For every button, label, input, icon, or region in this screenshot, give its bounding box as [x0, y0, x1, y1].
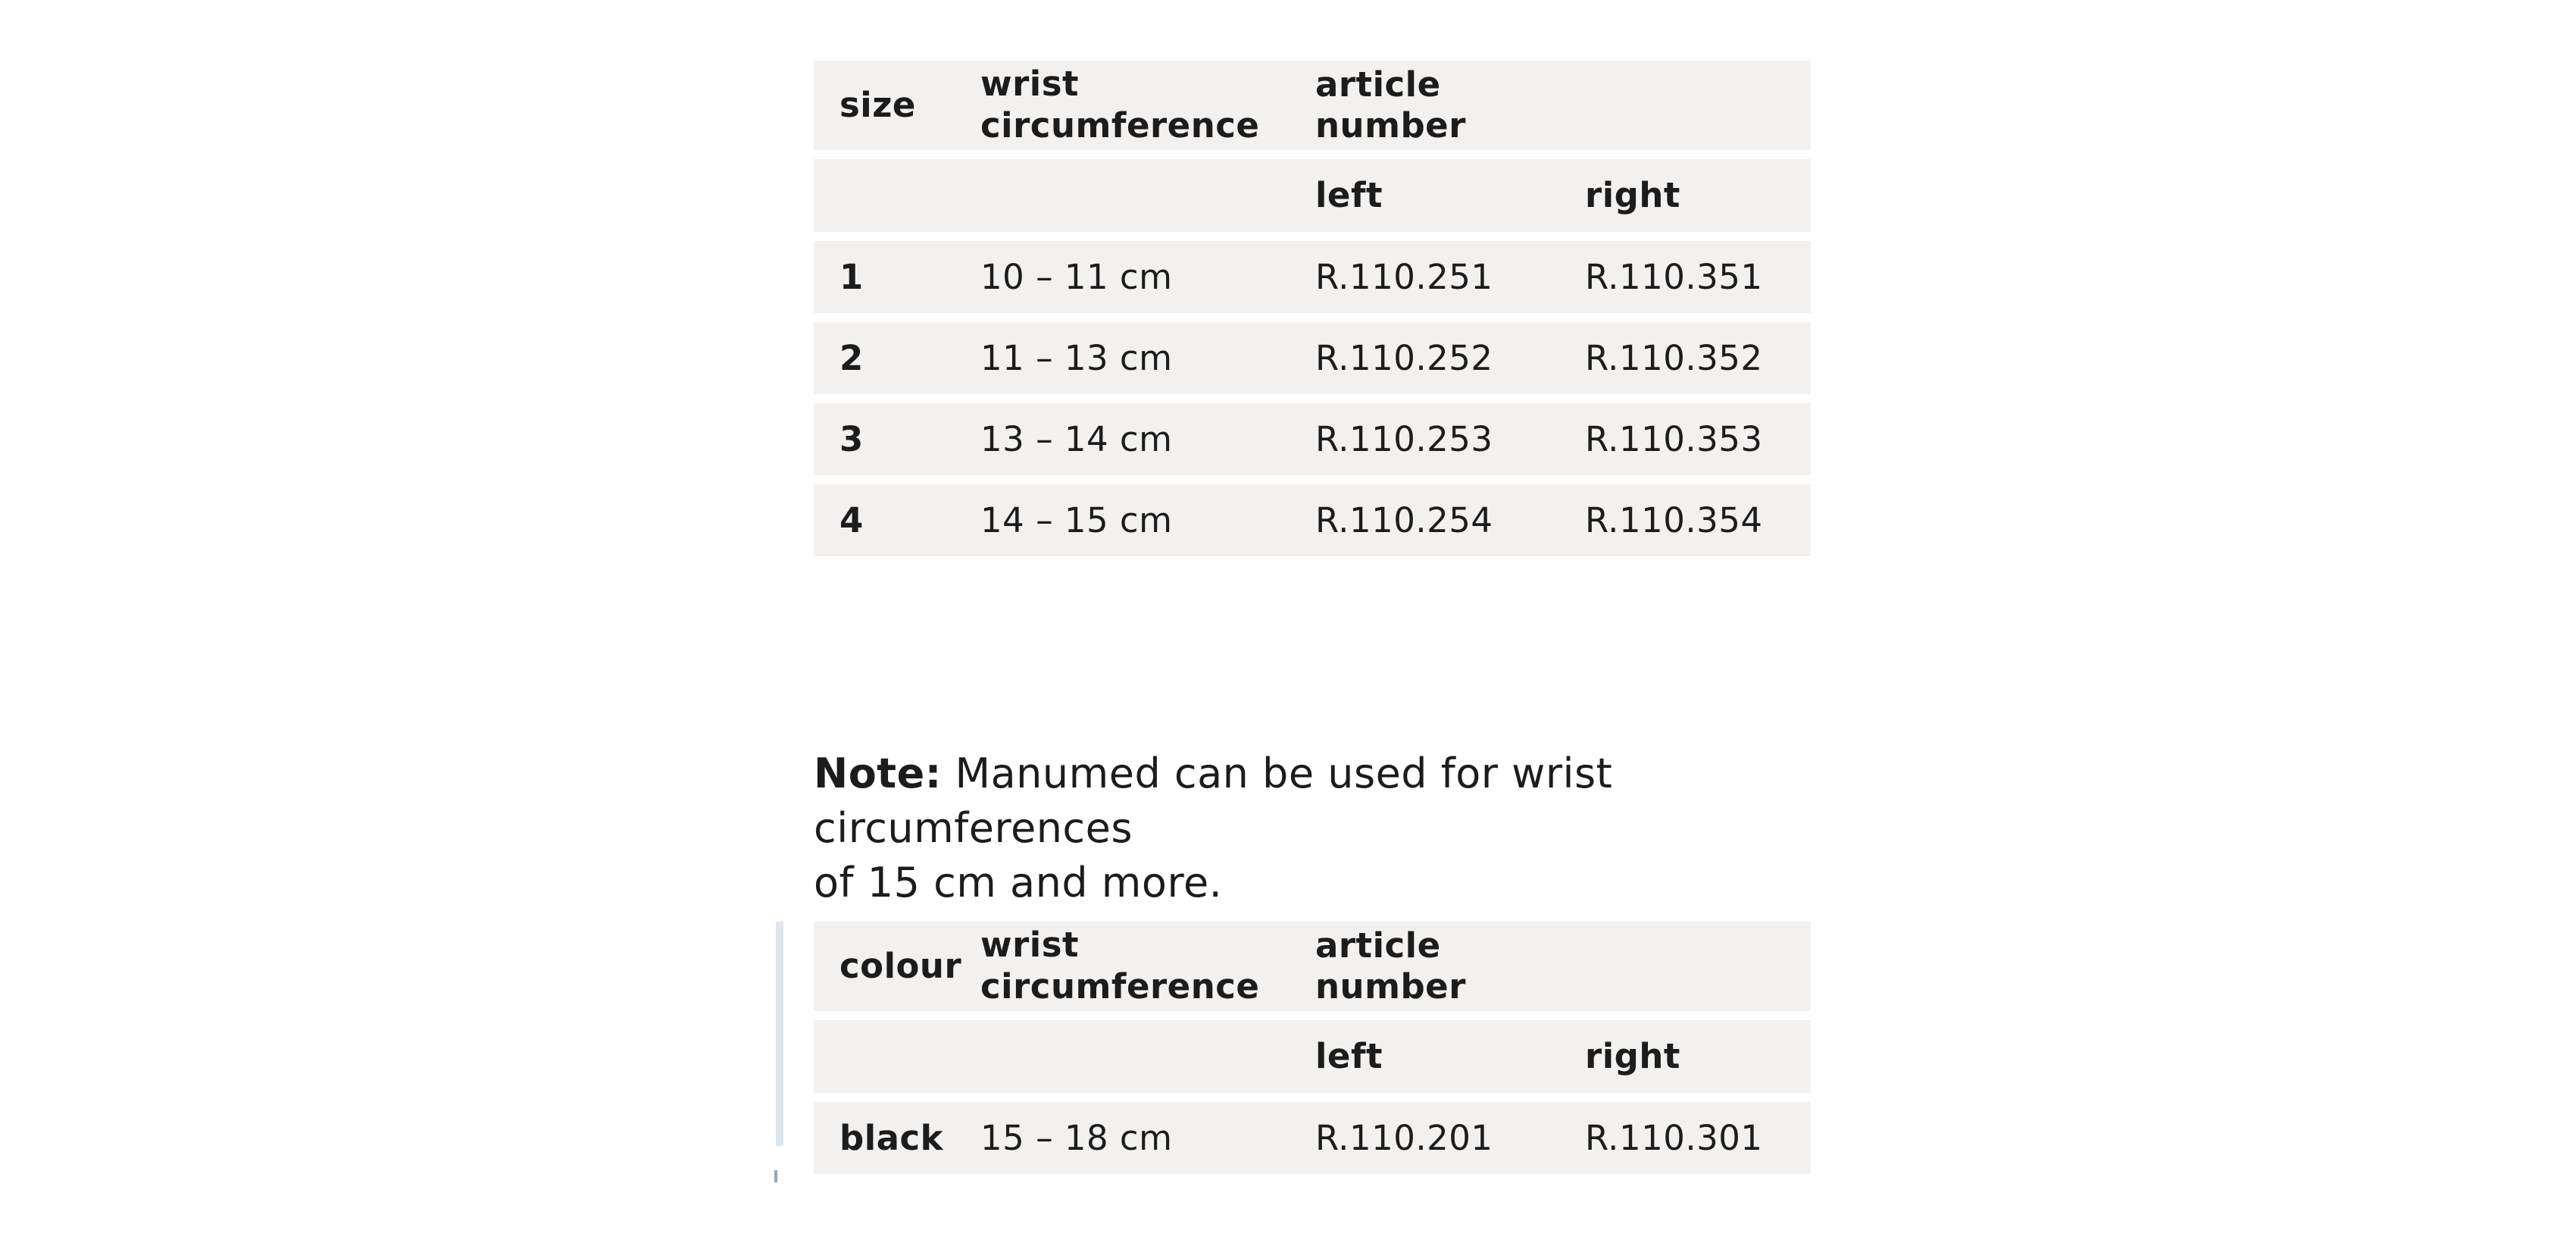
subheader-right: right [1559, 159, 1811, 241]
colour-table [814, 922, 1811, 1174]
table-header-row [814, 922, 1811, 1020]
article-right-cell: R.110.353 [1559, 403, 1811, 484]
article-left-cell: R.110.201 [1290, 1102, 1559, 1174]
wrist-cell: 10 – 11 cm [955, 241, 1290, 322]
note-paragraph [814, 747, 1723, 910]
article-right-cell: R.110.354 [1559, 484, 1811, 556]
header-empty [1559, 61, 1811, 159]
subheader-empty-1 [814, 159, 955, 241]
article-right-cell: R.110.351 [1559, 241, 1811, 322]
subheader-empty-2 [955, 1020, 1290, 1102]
header-size: size [814, 61, 955, 159]
size-cell: 1 [814, 241, 955, 322]
header-article-number: article number [1290, 922, 1559, 1020]
subheader-empty-1 [814, 1020, 955, 1102]
size-cell: 2 [814, 322, 955, 403]
header-wrist-circumference: wrist circumference [955, 61, 1290, 159]
table-subheader-row [814, 159, 1811, 241]
article-left-cell: R.110.253 [1290, 403, 1559, 484]
subheader-left: left [1290, 1020, 1559, 1102]
wrist-cell: 15 – 18 cm [955, 1102, 1290, 1174]
article-left-cell: R.110.254 [1290, 484, 1559, 556]
article-left-cell: R.110.252 [1290, 322, 1559, 403]
subheader-left: left [1290, 159, 1559, 241]
article-right-cell: R.110.352 [1559, 322, 1811, 403]
table-row [814, 241, 1811, 322]
note-text-line2: of 15 cm and more. [814, 859, 1223, 906]
table-row [814, 484, 1811, 556]
wrist-cell: 11 – 13 cm [955, 322, 1290, 403]
table-row [814, 1102, 1811, 1174]
header-colour: colour [814, 922, 955, 1020]
note-label: Note: [814, 750, 942, 797]
article-right-cell: R.110.301 [1559, 1102, 1811, 1174]
note-text-line1: Manumed can be used for wrist circumferences [814, 750, 1613, 852]
table-row [814, 322, 1811, 403]
side-highlight-bar [776, 922, 783, 1146]
table-subheader-row [814, 1020, 1811, 1102]
size-cell: 4 [814, 484, 955, 556]
header-empty [1559, 922, 1811, 1020]
table-row [814, 403, 1811, 484]
subheader-empty-2 [955, 159, 1290, 241]
header-wrist-circumference: wrist circumference [955, 922, 1290, 1020]
header-article-number: article number [1290, 61, 1559, 159]
side-mark [774, 1170, 777, 1182]
table-header-row [814, 61, 1811, 159]
size-cell: 3 [814, 403, 955, 484]
article-left-cell: R.110.251 [1290, 241, 1559, 322]
wrist-cell: 14 – 15 cm [955, 484, 1290, 556]
wrist-cell: 13 – 14 cm [955, 403, 1290, 484]
size-table [814, 61, 1811, 556]
colour-cell: black [814, 1102, 955, 1174]
subheader-right: right [1559, 1020, 1811, 1102]
